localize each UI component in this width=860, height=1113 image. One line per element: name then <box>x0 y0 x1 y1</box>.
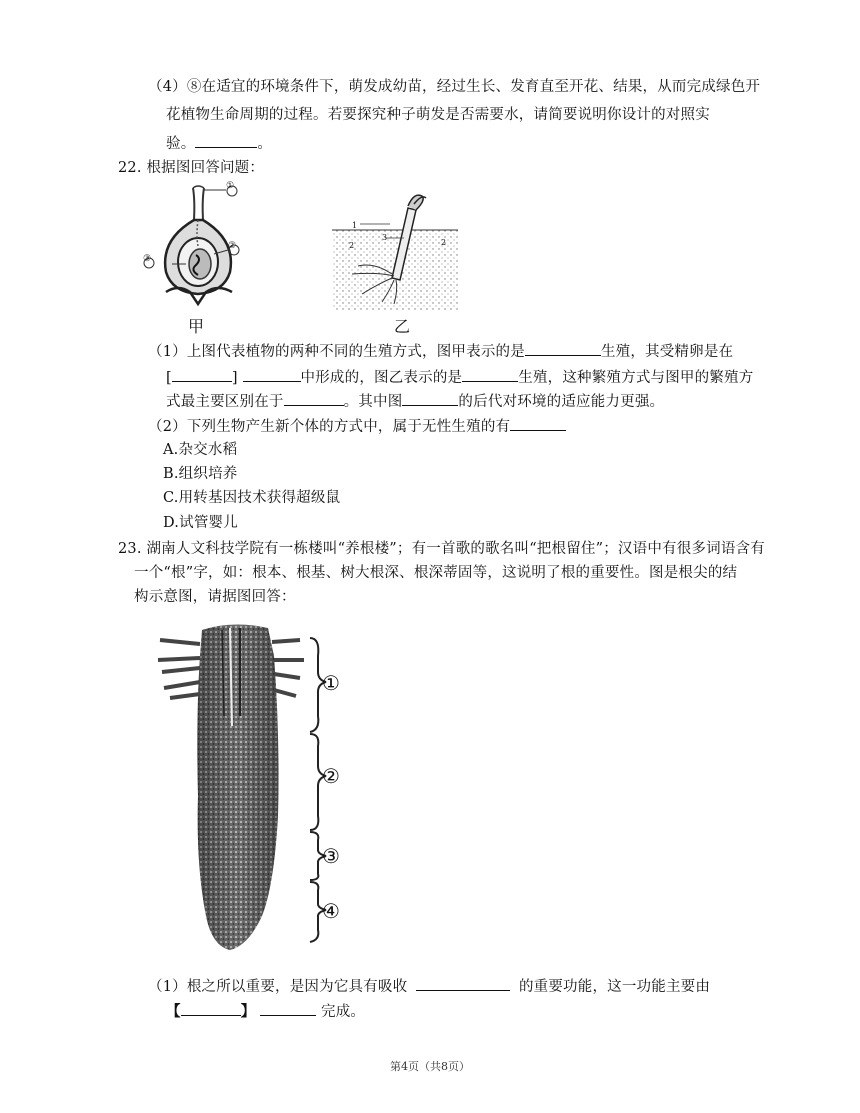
page-footer: 第4页（共8页） <box>390 1060 470 1073</box>
q22-heading: 22. 根据图回答问题： <box>118 160 265 176</box>
answer-blank[interactable] <box>525 341 601 356</box>
region-label-2: ② <box>322 764 341 788</box>
figure-jia-ovary <box>138 180 258 310</box>
q22-part1-line2 <box>166 367 753 388</box>
q22-part1-line1 <box>148 341 733 362</box>
q22-text: （1）上图代表植物的两种不同的生殖方式，图甲表示的是 <box>148 344 525 360</box>
bracket-open: [ <box>166 370 172 386</box>
fig-jia-label-3: ③ <box>143 254 152 264</box>
answer-blank[interactable] <box>510 416 566 431</box>
answer-blank[interactable] <box>181 1001 241 1016</box>
q22-text: 中形成的，图乙表示的是 <box>300 370 463 386</box>
region-label-4: ④ <box>322 899 341 923</box>
answer-blank[interactable] <box>243 367 301 382</box>
q23-text: （1）根之所以重要，是因为它具有吸收 <box>148 979 408 995</box>
q23-text: 的重要功能，这一功能主要由 <box>518 979 711 995</box>
bracket-close: ] <box>231 370 238 386</box>
option-a[interactable]: A.杂交水稻 <box>163 442 238 458</box>
q21-part4-line1: （4）⑧在适宜的环境条件下，萌发成幼苗，经过生长、发育直至开花、结果，从而完成绿色开 <box>148 79 761 95</box>
option-b[interactable]: B.组织培养 <box>163 466 238 482</box>
q23-line2: 一个“根”字，如：根本、根基、树大根深、根深蒂固等，这说明了根的重要性。图是根尖的结 <box>134 565 738 581</box>
fig-yi-label-2a: 2 <box>349 241 355 250</box>
q22-text: 生殖，其受精卵是在 <box>600 344 734 360</box>
q21-part4-line3 <box>166 133 272 154</box>
q23-line3: 构示意图，请据图回答： <box>134 589 296 605</box>
q22-text: 的后代对环境的适应能力更强。 <box>458 394 665 410</box>
fig-yi-caption: 乙 <box>394 317 411 336</box>
fig-yi-label-2b: 2 <box>441 238 447 247</box>
fig-jia-label-2: ② <box>228 241 237 251</box>
q23-line1: 23. 湖南人文科技学院有一栋楼叫“养根楼”；有一首歌的歌名叫“把根留住”；汉语中有很多词语含有 <box>118 541 765 557</box>
q22-text: 式最主要区别在于 <box>166 394 284 410</box>
q21-text: 验。 <box>166 136 196 152</box>
fig-jia-label-1: ① <box>226 181 235 191</box>
q22-text: 。其中图 <box>343 394 403 410</box>
answer-blank[interactable] <box>402 391 458 406</box>
option-c[interactable]: C.用转基因技术获得超级鼠 <box>163 490 341 506</box>
fig-jia-caption: 甲 <box>188 317 205 336</box>
region-label-1: ① <box>322 671 341 695</box>
q22-part1-line3 <box>166 391 664 412</box>
q22-text: 生殖，这种繁殖方式与图甲的繁殖方 <box>518 370 754 386</box>
answer-blank[interactable] <box>416 976 510 991</box>
q22-text: （2）下列生物产生新个体的方式中，属于无性生殖的有 <box>148 419 511 435</box>
q22-part2-line <box>148 416 566 437</box>
answer-blank[interactable] <box>462 367 518 382</box>
bracket-open: 【 <box>166 1003 181 1020</box>
q23-part1-line1 <box>148 976 710 997</box>
q23-part1-line2 <box>166 1001 365 1022</box>
option-d[interactable]: D.试管婴儿 <box>163 515 238 531</box>
q23-text: 完成。 <box>321 1004 366 1020</box>
q21-text-end: 。 <box>257 136 273 152</box>
fig-yi-label-3: 3 <box>382 233 388 242</box>
answer-blank[interactable] <box>284 391 344 406</box>
answer-blank[interactable] <box>172 367 232 382</box>
fig-yi-label-1: 1 <box>352 221 358 230</box>
bracket-close: 】 <box>240 1003 256 1020</box>
q21-part4-line2: 花植物生命周期的过程。若要探究种子萌发是否需要水，请简要说明你设计的对照实 <box>166 107 710 123</box>
answer-blank[interactable] <box>260 1001 316 1016</box>
region-label-3: ③ <box>322 844 341 868</box>
answer-blank[interactable] <box>195 133 257 148</box>
